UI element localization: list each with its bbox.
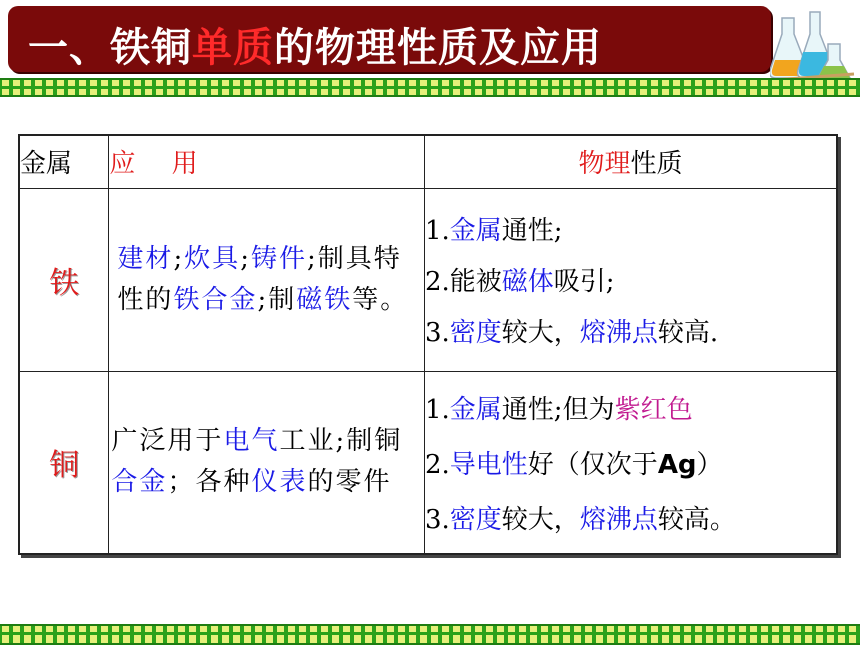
- iron-app-4: 铁合金: [173, 284, 258, 315]
- copper-prop-3-key1: 密度: [449, 504, 502, 535]
- copper-prop-1-num: 1.: [424, 394, 450, 425]
- copper-prop-2-ag: Ag: [657, 449, 697, 480]
- table-row-iron: [19, 188, 837, 371]
- copper-prop-line-3: [425, 499, 836, 536]
- copper-applications: [109, 371, 425, 554]
- iron-prop-2-key: 磁体: [501, 267, 554, 297]
- iron-app-sep-1: ;: [173, 243, 185, 274]
- copper-prop-line-2: [425, 444, 836, 481]
- iron-app-3: 铸件: [250, 243, 307, 274]
- copper-prop-1-key: 金属: [449, 394, 502, 425]
- copper-app-text-3: ；各种: [167, 467, 252, 498]
- iron-prop-3-rest: 较高.: [657, 318, 719, 348]
- header-properties: [424, 135, 837, 188]
- table-header-row: [19, 135, 837, 188]
- copper-app-text-1: 广泛用于: [111, 426, 224, 457]
- copper-app-3: 仪表: [251, 467, 308, 498]
- copper-properties: [424, 371, 837, 554]
- iron-prop-3-num: 3.: [424, 318, 450, 348]
- header-metal: 金属: [19, 135, 109, 188]
- decorative-strip-bottom: [0, 624, 860, 645]
- iron-prop-3-key2: 熔沸点: [579, 318, 658, 348]
- copper-prop-3-mid: 较大，: [501, 504, 580, 535]
- iron-app-text-5: 等。: [352, 284, 409, 315]
- flask-icon: [770, 4, 858, 84]
- page-title: [28, 16, 602, 73]
- copper-prop-2-end: ）: [696, 449, 723, 480]
- iron-applications: [109, 188, 425, 371]
- copper-prop-1-color: 紫红色: [614, 394, 693, 425]
- copper-prop-3-key2: 熔沸点: [579, 504, 658, 535]
- properties-table: [18, 134, 838, 555]
- copper-prop-line-1: [425, 389, 836, 426]
- iron-prop-1-rest: 通性;: [501, 216, 563, 246]
- iron-app-sep-2: ;: [240, 243, 251, 274]
- title-banner: [8, 6, 771, 72]
- title-part1: 一、铁铜: [28, 25, 192, 71]
- iron-app-text-4: ;制: [257, 284, 297, 315]
- metal-copper: 铜: [19, 371, 109, 554]
- metal-iron: 铁: [19, 188, 109, 371]
- header-properties-black: 性质: [630, 149, 683, 180]
- copper-app-text-2: 工业;制铜: [279, 426, 403, 457]
- title-part2: 的物理性质及应用: [274, 25, 602, 71]
- copper-prop-1-mid: 通性;但为: [501, 394, 615, 425]
- copper-prop-2-num: 2.: [424, 449, 450, 480]
- copper-app-1: 电气: [223, 426, 280, 457]
- iron-prop-2-rest: 吸引;: [553, 267, 615, 297]
- copper-app-2: 合金: [111, 467, 168, 498]
- iron-app-2: 炊具: [184, 243, 241, 274]
- copper-prop-3-rest: 较高。: [657, 504, 736, 535]
- copper-prop-2-key: 导电性: [449, 449, 528, 480]
- iron-app-1: 建材: [117, 243, 174, 274]
- iron-prop-3-key1: 密度: [449, 318, 502, 348]
- iron-prop-line-1: [425, 210, 836, 247]
- iron-prop-line-3: [425, 312, 836, 349]
- iron-prop-1-key: 金属: [449, 216, 502, 246]
- iron-prop-3-mid: 较大，: [501, 318, 580, 348]
- header-properties-red: 物理: [578, 149, 631, 180]
- copper-prop-2-mid: 好（仅次于: [527, 449, 658, 480]
- header-application: 应 用: [109, 135, 425, 188]
- iron-app-5: 磁铁: [296, 284, 353, 315]
- title-highlight: 单质: [192, 25, 274, 71]
- decorative-strip-top: [0, 78, 860, 97]
- table-row-copper: [19, 371, 837, 554]
- iron-prop-2-num: 2.能被: [424, 267, 502, 297]
- iron-app-text-3: ;制具特性的: [117, 243, 402, 315]
- copper-app-text-4: 的零件: [307, 467, 392, 498]
- copper-prop-3-num: 3.: [424, 504, 450, 535]
- iron-prop-line-2: [425, 261, 836, 298]
- iron-prop-1-num: 1.: [424, 216, 450, 246]
- iron-properties: [424, 188, 837, 371]
